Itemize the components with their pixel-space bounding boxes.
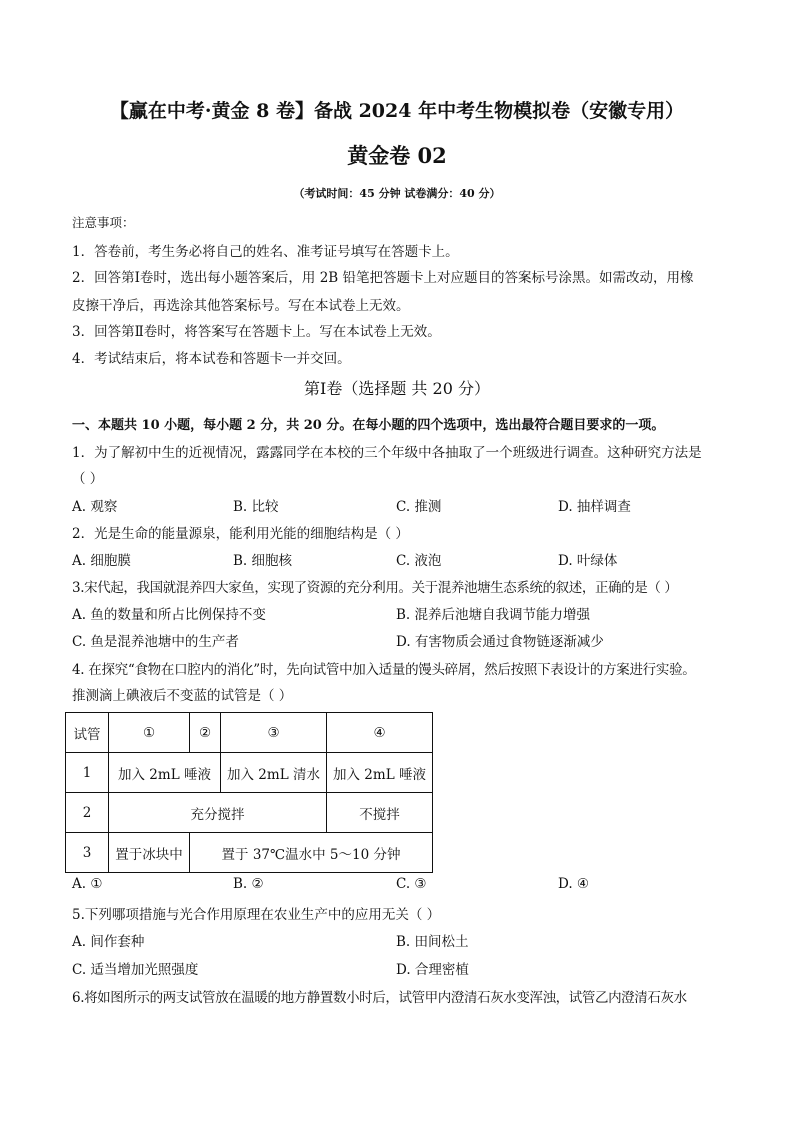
table-row [66,833,433,873]
q2-option-a: A. 细胞膜 [72,553,131,569]
q5-option-d: D. 合理密植 [396,962,469,978]
table-cell: 置于冰块中 [109,833,190,873]
table-row [66,793,433,833]
table-cell: 2 [66,793,109,833]
exam-time-info: （考试时间：45 分钟 试卷满分：40 分） [293,187,501,200]
q3-option-c: C. 鱼是混养池塘中的生产者 [72,634,239,650]
note-item-2: 2．回答第Ⅰ卷时，选出每小题答案后，用 2B 铅笔把答题卡上对应题目的答案标号涂黑。如需改动，用橡 [72,270,694,286]
section-instruction [72,414,664,433]
q6-stem: 6.将如图所示的两支试管放在温暖的地方静置数小时后，试管甲内澄清石灰水变浑浊，试管乙内澄清石灰水 [72,990,687,1006]
table-row [66,753,433,793]
q3-option-b: B. 混养后池塘自我调节能力增强 [396,607,591,623]
q1-blank: （ ） [72,471,104,487]
q5-option-b: B. 田间松土 [396,934,469,950]
exam-title: 【赢在中考·黄金 8 卷】备战 2024 年中考生物模拟卷（安徽专用） [109,100,685,122]
q3-option-a: A. 鱼的数量和所占比例保持不变 [72,607,266,623]
table-cell: 加入 2mL 唾液 [327,753,433,793]
q2-stem: 2．光是生命的能量源泉，能利用光能的细胞结构是（ ） [72,526,409,542]
table-cell: 3 [66,833,109,873]
note-item-2-cont: 皮擦干净后，再选涂其他答案标号。写在本试卷上无效。 [72,298,410,314]
q5-option-c: C. 适当增加光照强度 [72,962,199,978]
table-cell: 加入 2mL 唾液 [109,753,221,793]
q1-option-d: D. 抽样调查 [558,499,631,515]
experiment-table [65,712,433,873]
table-cell: ③ [221,713,327,753]
q1-option-c: C. 推测 [396,499,442,515]
q1-option-b: B. 比较 [233,499,279,515]
q5-option-a: A. 间作套种 [72,934,145,950]
note-item-1: 1．答卷前，考生务必将自己的姓名、准考证号填写在答题卡上。 [72,244,459,260]
table-cell: 充分搅拌 [109,793,327,833]
section-title: 第Ⅰ卷（选择题 共 20 分） [304,379,490,398]
table-cell: ④ [327,713,433,753]
table-row-header [66,713,433,753]
q1-option-a: A. 观察 [72,499,118,515]
table-cell: 试管 [66,713,109,753]
exam-subtitle: 黄金卷 02 [347,143,447,168]
notes-heading: 注意事项： [72,215,135,230]
q2-option-c: C. 液泡 [396,553,442,569]
q5-stem: 5.下列哪项措施与光合作用原理在农业生产中的应用无关（ ） [72,907,441,923]
instruction-suffix: ，选出最符合题目要求的一项。 [482,418,665,433]
q4-option-d: D. ④ [558,876,590,892]
instruction-prefix: 一、本题共 10 小题，每小题 2 分，共 20 分。在每小题的 [72,418,418,433]
q4-option-b: B. ② [233,876,264,892]
q4-stem-cont: 推测滴上碘液后不变蓝的试管是（ ） [72,688,293,704]
q4-stem: 4. 在探究“食物在口腔内的消化”时，先向试管中加入适量的馒头碎屑，然后按照下表设计的方案进行实验。 [72,662,696,678]
q1-stem: 1．为了解初中生的近视情况，露露同学在本校的三个年级中各抽取了一个班级进行调查。这种研究方法是 [72,445,702,461]
q4-option-c: C. ③ [396,876,427,892]
q2-option-b: B. 细胞核 [233,553,293,569]
table-cell: 置于 37℃温水中 5～10 分钟 [190,833,433,873]
table-cell: 不搅拌 [327,793,433,833]
table-cell: ① [109,713,190,753]
instruction-emphasis: 四个选项中 [417,418,483,433]
q4-option-a: A. ① [72,876,103,892]
q3-option-d: D. 有害物质会通过食物链逐渐减少 [396,634,604,650]
table-cell: ② [190,713,221,753]
q2-option-d: D. 叶绿体 [558,553,618,569]
note-item-3: 3．回答第Ⅱ卷时，将答案写在答题卡上。写在本试卷上无效。 [72,324,441,340]
table-cell: 加入 2mL 清水 [221,753,327,793]
q3-stem: 3.宋代起，我国就混养四大家鱼，实现了资源的充分利用。关于混养池塘生态系统的叙述，正确的是（ ） [72,580,678,596]
table-cell: 1 [66,753,109,793]
note-item-4: 4．考试结束后，将本试卷和答题卡一并交回。 [72,351,351,367]
